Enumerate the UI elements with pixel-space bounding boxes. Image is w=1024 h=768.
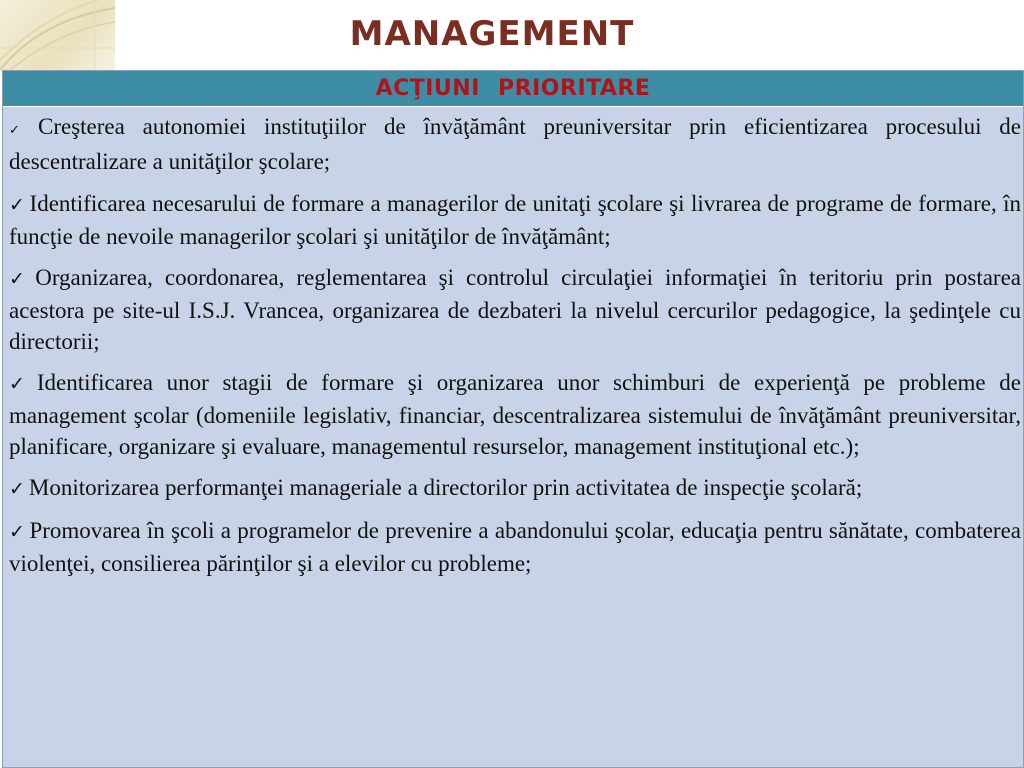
priorities-table (2, 70, 1024, 768)
list-item (9, 262, 1021, 357)
list-item-text: Identificarea necesarului de formare a managerilor de unitaţi şcolare şi livrarea de programe de formare, în funcţie de nevoile managerilor şcolari şi unităţilor de învăţământ; (9, 191, 1021, 249)
list-item (9, 367, 1021, 462)
checkmark-icon: ✓ (9, 373, 33, 395)
table-header: ACŢIUNI PRIORITARE (3, 71, 1023, 107)
list-item (9, 472, 1021, 505)
table-body (3, 107, 1023, 579)
checkmark-icon: ✓ (9, 521, 26, 543)
checkmark-icon: ✓ (9, 123, 32, 138)
list-item (9, 111, 1021, 177)
list-item-text: Creşterea autonomiei instituţiilor de învăţământ preuniversitar prin eficientizarea procesului de descentralizare a unităţilor şcolare; (9, 114, 1021, 174)
list-item-text: Monitorizarea performanţei manageriale a directorilor prin activitatea de inspecţie şcolară; (28, 475, 863, 500)
checkmark-icon: ✓ (9, 478, 25, 500)
list-item-text: Identificarea unor stagii de formare şi organizarea unor schimburi de experienţă pe probleme de management şcolar (domeniile legislativ, financiar, descentralizarea sistemului de învăţământ preuniversitar, planificare, organizare şi evaluare, managementul resurselor, management instituţional etc.); (9, 370, 1021, 459)
checkmark-icon: ✓ (9, 194, 26, 216)
list-item (9, 188, 1021, 252)
list-item-text: Promovarea în şcoli a programelor de prevenire a abandonului şcolar, educaţia pentru sănătate, combaterea violenţei, consilierea părinţilor şi a elevilor cu probleme; (9, 518, 1022, 576)
checkmark-icon: ✓ (9, 268, 32, 290)
page-title: MANAGEMENT (349, 14, 635, 54)
list-item-text: Organizarea, coordonarea, reglementarea şi controlul circulaţiei informaţiei în teritoriu prin postarea acestora pe site-ul I.S.J. Vrancea, organizarea de dezbateri la nivelul cercurilor pedagogice, la şedinţele cu directorii; (9, 265, 1021, 354)
list-item (9, 515, 1021, 579)
